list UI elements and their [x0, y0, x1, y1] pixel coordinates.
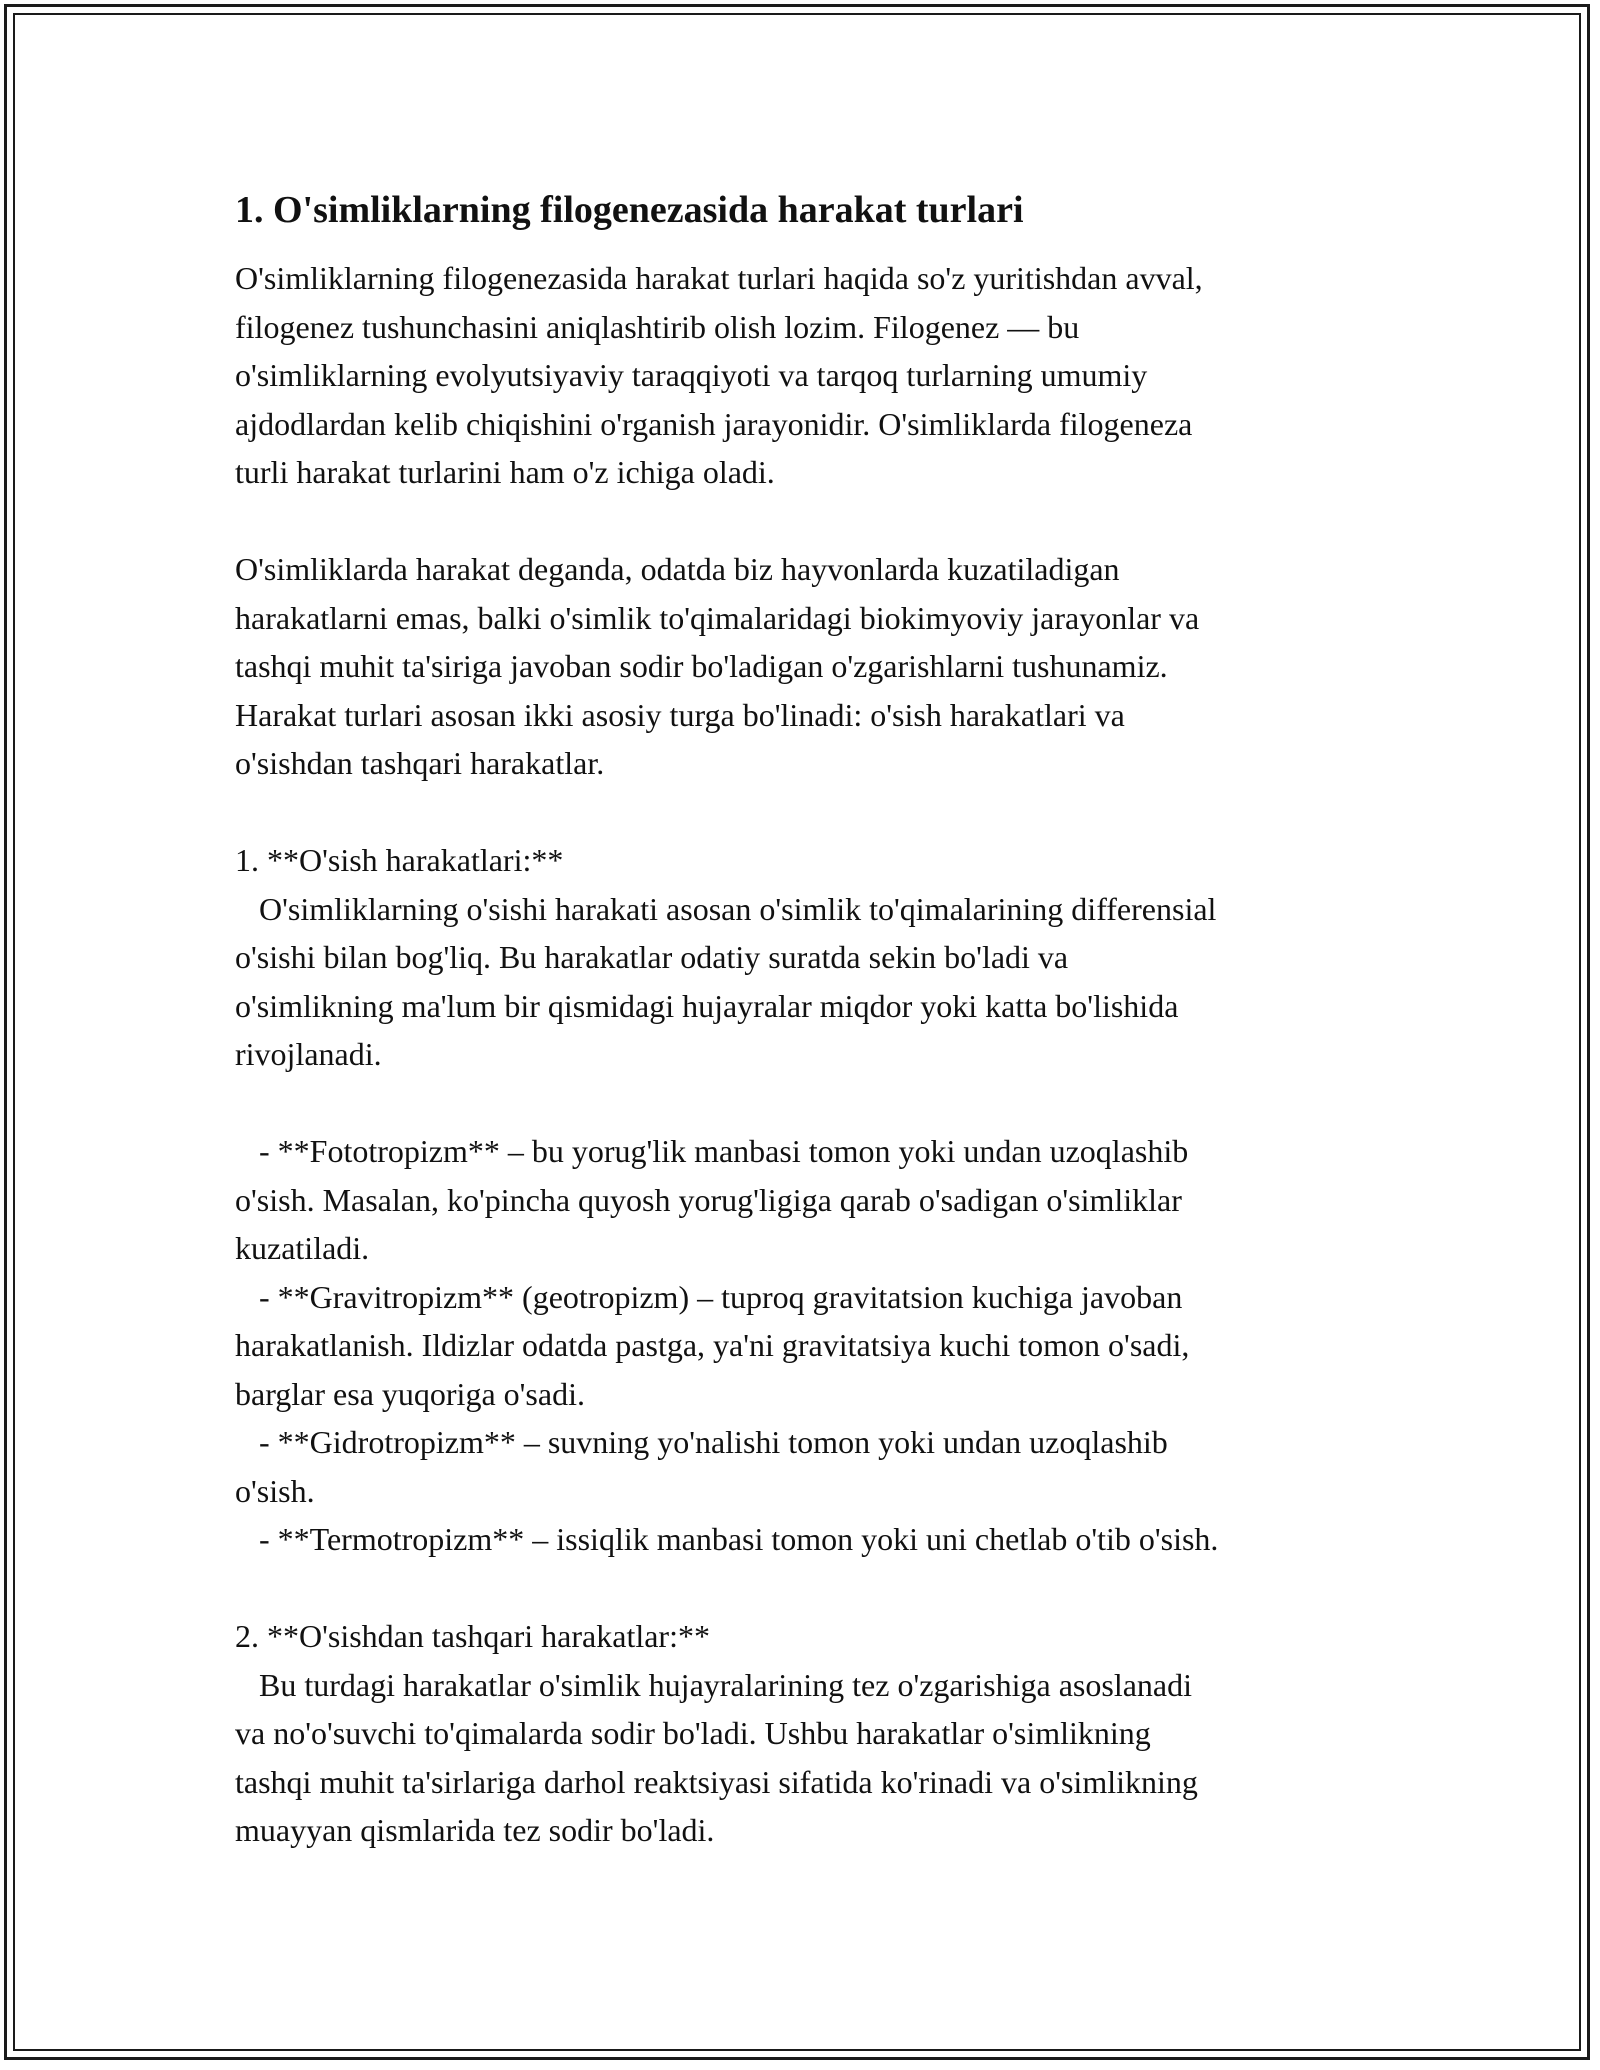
text-line: muayyan qismlarida tez sodir bo'ladi.: [235, 1812, 715, 1848]
section-heading: 2. **O'sishdan tashqari harakatlar:**: [235, 1618, 710, 1654]
text-line: kuzatiladi.: [235, 1230, 370, 1266]
text-line: o'sishdan tashqari harakatlar.: [235, 745, 605, 781]
text-line: turli harakat turlarini ham o'z ichiga oladi.: [235, 454, 775, 490]
text-line: filogenez tushunchasini aniqlashtirib olish lozim. Filogenez — bu: [235, 308, 1080, 345]
text-line: Bu turdagi harakatlar o'simlik hujayralarining tez o'zgarishiga asoslanadi: [235, 1666, 1193, 1703]
text-line: o'simlikning ma'lum bir qismidagi hujayralar miqdor yoki katta bo'lishida: [235, 987, 1179, 1024]
document-title: 1. O'simliklarning filogenezasida harakat turlari: [235, 189, 1024, 231]
list-item-phototropism: - **Fototropizm** – bu yorug'lik manbasi tomon yoki undan uzoqlashib: [235, 1133, 1189, 1169]
text-line: tashqi muhit ta'siriga javoban sodir bo'ladigan o'zgarishlarni tushunamiz.: [235, 648, 1168, 684]
document-body: [235, 186, 1385, 1855]
list-item-gravitropism: - **Gravitropizm** (geotropizm) – tuproq gravitatsion kuchiga javoban: [235, 1278, 1183, 1315]
text-line: o'simliklarning evolyutsiyaviy taraqqiyoti va tarqoq turlarning umumiy: [235, 357, 1148, 393]
second-paragraph: [235, 545, 1385, 788]
text-line: harakatlarni emas, balki o'simlik to'qimalaridagi biokimyoviy jarayonlar va: [235, 599, 1200, 636]
section-heading: 1. **O'sish harakatlari:**: [235, 842, 564, 878]
text-line: o'sish. Masalan, ko'pincha quyosh yorug'ligiga qarab o'sadigan o'simliklar: [235, 1181, 1182, 1218]
tropism-list: [235, 1127, 1385, 1564]
text-line: rivojlanadi.: [235, 1036, 382, 1072]
list-item-thermotropism: - **Termotropizm** – issiqlik manbasi tomon yoki uni chetlab o'tib o'sish.: [235, 1521, 1219, 1557]
section-non-growth-movements: [235, 1612, 1385, 1855]
text-line: tashqi muhit ta'sirlariga darhol reaktsiyasi sifatida ko'rinadi va o'simlikning: [235, 1763, 1198, 1800]
paragraph-gap: [235, 497, 1385, 546]
text-line: o'sish.: [235, 1472, 315, 1509]
text-line: Harakat turlari asosan ikki asosiy turga bo'linadi: o'sish harakatlari va: [235, 696, 1125, 733]
section-growth-movements: [235, 836, 1385, 1079]
text-line: harakatlanish. Ildizlar odatda pastga, ya'ni gravitatsiya kuchi tomon o'sadi,: [235, 1327, 1190, 1363]
list-item-hydrotropism: - **Gidrotropizm** – suvning yo'nalishi tomon yoki undan uzoqlashib: [235, 1424, 1168, 1460]
text-line: O'simliklarda harakat deganda, odatda biz hayvonlarda kuzatiladigan: [235, 551, 1120, 587]
paragraph-gap: [235, 1079, 1385, 1128]
text-line: barglar esa yuqoriga o'sadi.: [235, 1375, 585, 1412]
text-line: ajdodlardan kelib chiqishini o'rganish jarayonidir. O'simliklarda filogeneza: [235, 405, 1193, 442]
text-line: o'sishi bilan bog'liq. Bu harakatlar odatiy suratda sekin bo'ladi va: [235, 939, 1069, 975]
intro-paragraph: [235, 254, 1385, 497]
paragraph-gap: [235, 788, 1385, 837]
text-line: O'simliklarning o'sishi harakati asosan o'simlik to'qimalarining differensial: [235, 890, 1217, 927]
paragraph-gap: [235, 1564, 1385, 1613]
text-line: va no'o'suvchi to'qimalarda sodir bo'ladi. Ushbu harakatlar o'simlikning: [235, 1715, 1151, 1751]
text-line: O'simliklarning filogenezasida harakat turlari haqida so'z yuritishdan avval,: [235, 260, 1203, 296]
